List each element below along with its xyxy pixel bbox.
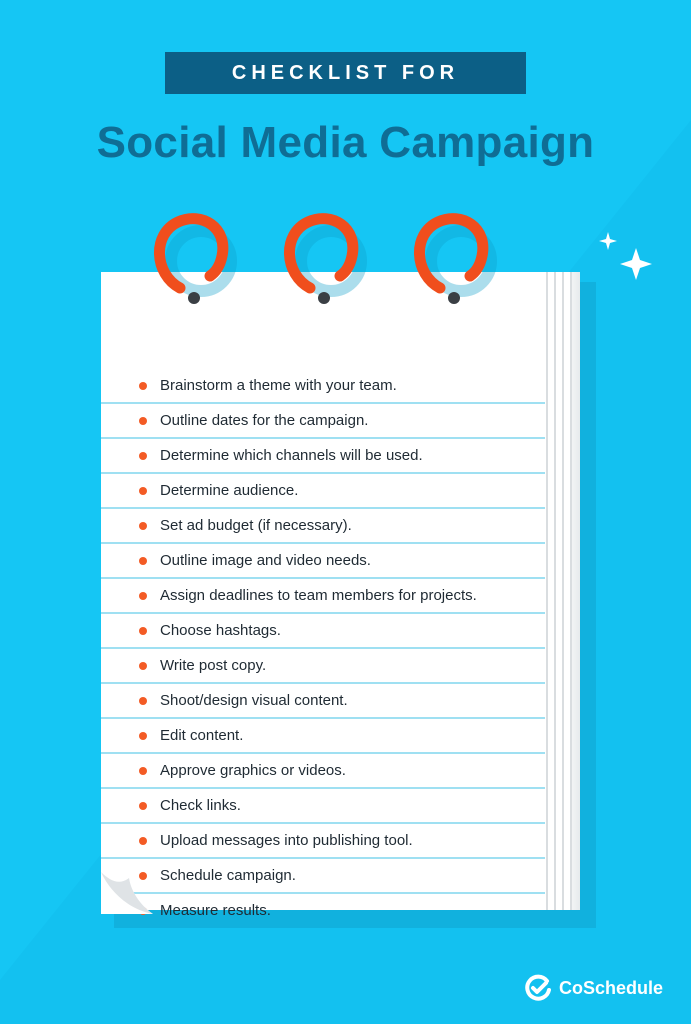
checklist-item-text: Write post copy. bbox=[160, 657, 267, 674]
checklist bbox=[101, 369, 545, 929]
bullet-dot bbox=[139, 592, 147, 600]
bullet-dot bbox=[139, 627, 147, 635]
brand-name: CoSchedule bbox=[559, 977, 664, 998]
checklist-item-text: Determine audience. bbox=[160, 482, 299, 499]
bullet-dot bbox=[139, 697, 147, 705]
checklist-item-text: Choose hashtags. bbox=[160, 622, 281, 639]
checklist-item bbox=[101, 719, 545, 754]
checklist-item bbox=[101, 439, 545, 474]
checklist-item-text: Upload messages into publishing tool. bbox=[160, 832, 413, 849]
bullet-dot bbox=[139, 732, 147, 740]
checklist-item-text: Schedule campaign. bbox=[160, 867, 296, 884]
bullet-dot bbox=[139, 487, 147, 495]
spiral-ring-icon bbox=[289, 219, 361, 304]
spiral-ring-icon bbox=[419, 219, 491, 304]
checklist-item bbox=[101, 789, 545, 824]
checklist-item-text: Measure results. bbox=[160, 902, 271, 919]
checklist-item-text: Brainstorm a theme with your team. bbox=[160, 377, 397, 394]
bullet-dot bbox=[139, 662, 147, 670]
bullet-dot bbox=[139, 452, 147, 460]
bullet-dot bbox=[139, 557, 147, 565]
checklist-item-text: Edit content. bbox=[160, 727, 244, 744]
page-title: Social Media Campaign bbox=[96, 118, 595, 167]
bullet-dot bbox=[139, 522, 147, 530]
coschedule-check-logo-icon bbox=[524, 974, 552, 1002]
checklist-item-text: Assign deadlines to team members for projects. bbox=[160, 587, 477, 604]
checklist-item-text: Determine which channels will be used. bbox=[160, 447, 423, 464]
coschedule-logo bbox=[524, 973, 663, 1003]
bullet-dot bbox=[139, 802, 147, 810]
checklist-item bbox=[101, 474, 545, 509]
bullet-dot bbox=[139, 417, 147, 425]
page-curl-icon bbox=[101, 872, 153, 914]
checklist-item bbox=[101, 544, 545, 579]
notepad-page-edges bbox=[540, 272, 580, 910]
checklist-item bbox=[101, 754, 545, 789]
checklist-item-text: Outline image and video needs. bbox=[160, 552, 371, 569]
checklist-item bbox=[101, 894, 545, 929]
checklist-item bbox=[101, 614, 545, 649]
notepad-page bbox=[101, 272, 545, 919]
checklist-item bbox=[101, 649, 545, 684]
spiral-ring-icon bbox=[159, 219, 231, 304]
checklist-item bbox=[101, 684, 545, 719]
checklist-item-text: Set ad budget (if necessary). bbox=[160, 517, 352, 534]
sparkle-icon bbox=[596, 228, 658, 286]
binder-rings bbox=[150, 212, 510, 322]
bullet-dot bbox=[139, 382, 147, 390]
checklist-banner bbox=[165, 52, 526, 94]
banner-label: CHECKLIST FOR bbox=[231, 61, 460, 84]
checklist-item bbox=[101, 579, 545, 614]
checklist-item bbox=[101, 859, 545, 894]
checklist-item bbox=[101, 824, 545, 859]
checklist-item bbox=[101, 509, 545, 544]
bullet-dot bbox=[139, 837, 147, 845]
checklist-item-text: Shoot/design visual content. bbox=[160, 692, 348, 709]
checklist-item-text: Outline dates for the campaign. bbox=[160, 412, 369, 429]
checklist-item-text: Check links. bbox=[160, 797, 241, 814]
checklist-item bbox=[101, 404, 545, 439]
bullet-dot bbox=[139, 767, 147, 775]
checklist-item bbox=[101, 369, 545, 404]
checklist-item-text: Approve graphics or videos. bbox=[160, 762, 346, 779]
